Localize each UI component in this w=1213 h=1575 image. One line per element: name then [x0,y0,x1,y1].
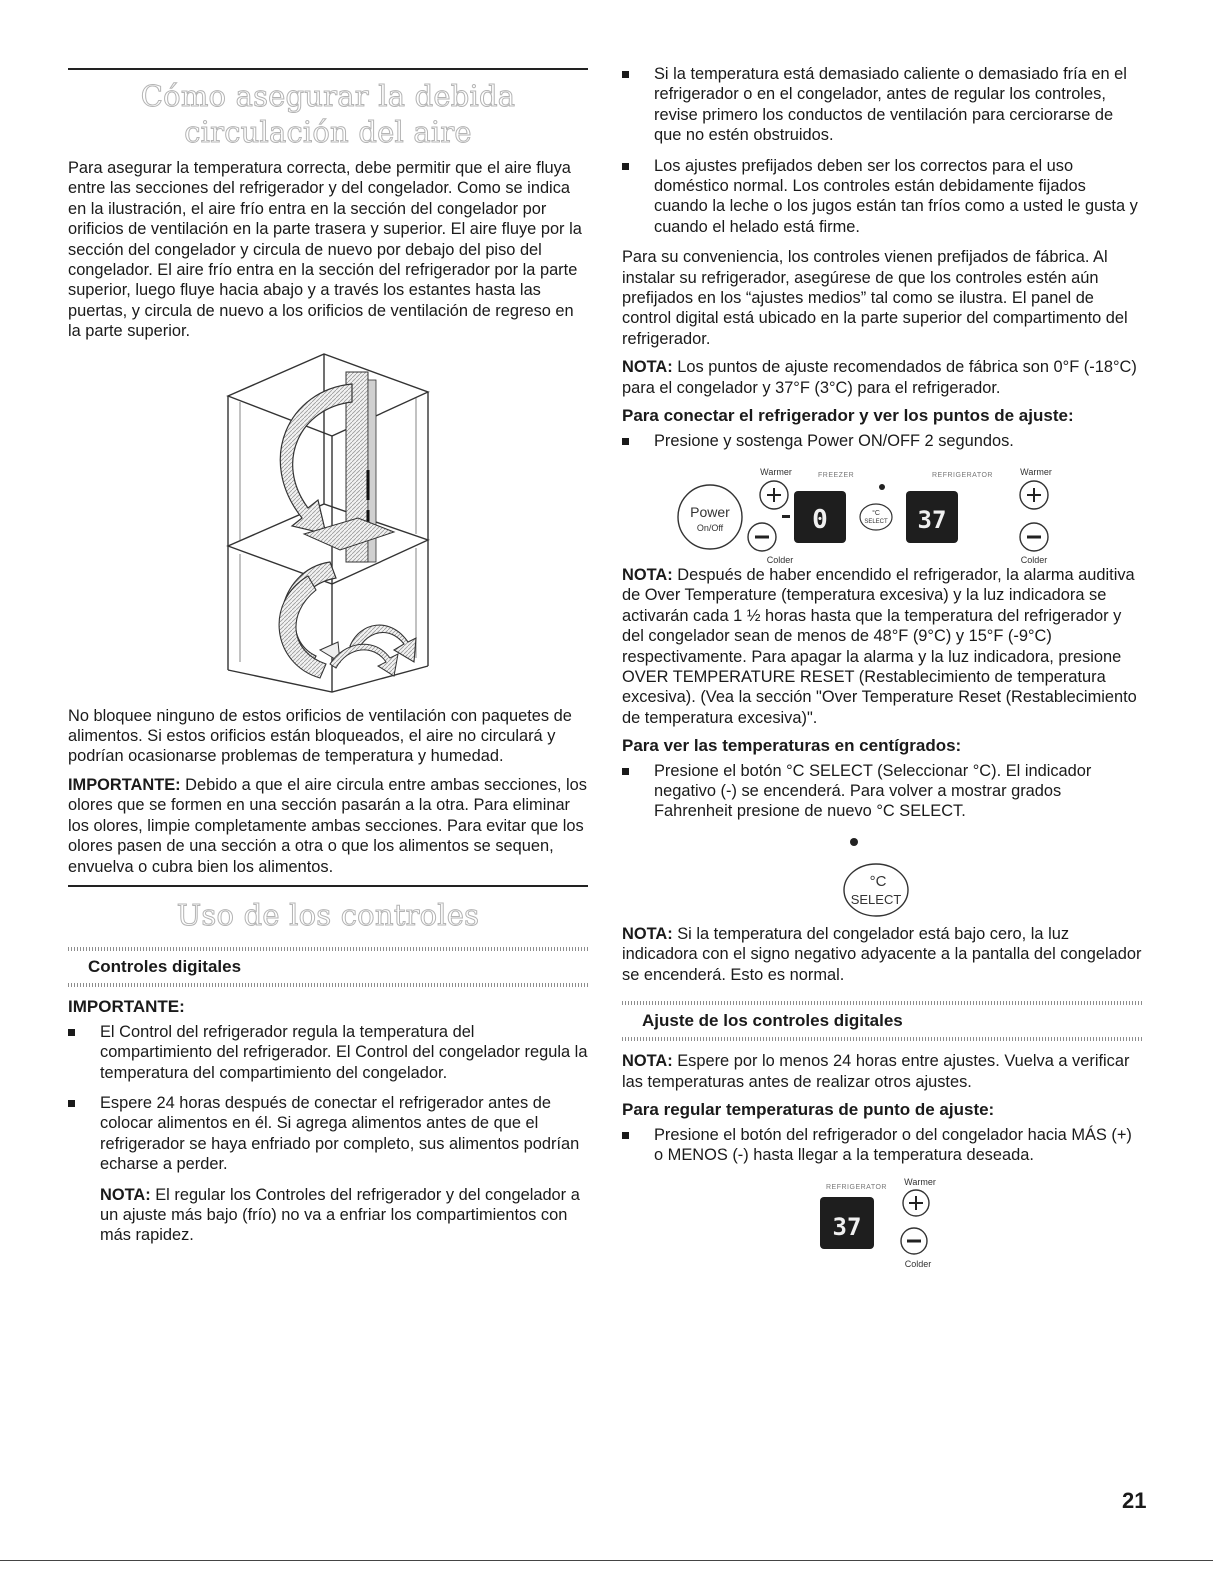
freezer-value: 0 [812,504,828,535]
paragraph-note-over-temperature [622,565,1144,728]
colder-label: Colder [1020,554,1048,565]
note-text: El regular los Controles del refrigerador y del congelador a un ajuste más bajo (frío) no va a enfriar los compartimientos con más rapidez. [100,1185,580,1245]
paragraph-factory-preset: Para su conveniencia, los controles vienen prefijados de fábrica. Al instalar su refrigerador, asegúrese de que los controles estén aún prefijados en los “ajustes medios” tal como se ilustra. El panel de control digital está ubicado en la parte superior del compartimento del refrigerador. [622,248,1128,348]
list-item: El Control del refrigerador regula la temperatura del compartimiento del refrigerador. El Control del congelador regula la temperatura del compartimiento del congelador. [68,1022,588,1083]
refrigerator-label: REFRIGERATOR [932,471,993,479]
paragraph-note-cooling [68,1185,588,1246]
paragraph-do-not-block: No bloquee ninguno de estos orificios de ventilación con paquetes de alimentos. Si estos orificios están bloqueados, el aire no circulará y podrían ocasionarse problemas de temperatura y humedad. [68,706,572,766]
subhead-adjust-controls: Ajuste de los controles digitales [642,1011,903,1030]
refrigerator-plus-icon [1020,481,1048,509]
deg-c-label: °C [872,509,880,517]
heading-connect: Para conectar el refrigerador y ver los puntos de ajuste: [622,406,1074,426]
footer-rule [0,1560,1213,1561]
celsius-select-diagram [622,832,1144,924]
note-text: Espere por lo menos 24 horas entre ajustes. Vuelva a verificar las temperaturas antes de realizar otros ajustes. [622,1052,1130,1091]
freezer-minus-icon [748,523,776,551]
refrigerator-plus-icon [903,1190,929,1216]
controls-bullet-list [68,1022,588,1175]
page-number: 21 [1122,1488,1147,1513]
important-label: IMPORTANTE: [68,775,181,794]
select-label: SELECT [864,518,888,525]
warmer-label: Warmer [904,1177,936,1188]
important-text: Debido a que el aire circula entre ambas secciones, los olores que se formen en una sección pasarán a la otra. Para eliminar los olores, limpie completamente ambas secciones. Para evitar que los olores pasen de una sección a otra o que los alimentos se sequen, envuelva o cubra bien los alimentos. [68,775,587,876]
power-label: Power [690,503,730,520]
celsius-select-button-icon [844,864,908,916]
refrigerator-airflow-diagram [68,350,588,702]
list-item: Los ajustes prefijados deben ser los correctos para el uso doméstico normal. Los controles están debidamente fijados cuando la leche o los jugos están tan fríos como a usted le gusta y cuando el helado está firme. [622,156,1144,238]
colder-label: Colder [904,1259,932,1270]
refrigerator-value: 37 [917,505,947,534]
note-label: NOTA: [100,1185,151,1204]
refrigerator-control-diagram [622,1175,1144,1271]
note-label: NOTA: [622,565,673,584]
paragraph-note-negative-indicator [622,924,1144,985]
paragraph-note-wait [622,1051,1144,1092]
warmer-label: Warmer [760,466,792,477]
freezer-plus-icon [760,481,788,509]
subhead-digital-controls: Controles digitales [88,956,242,976]
note-text: Si la temperatura del congelador está bajo cero, la luz indicadora con el signo negativo adyacente a la pantalla del congelador se encenderá. Esto es normal. [622,924,1142,984]
list-item: Si la temperatura está demasiado caliente o demasiado fría en el refrigerador o en el congelador, antes de regular los controles, revise primero los conductos de ventilación para cerciorarse de que no estén obstruidos. [622,64,1144,146]
right-column [622,64,1144,1271]
important-heading: IMPORTANTE: [68,997,185,1017]
freezer-label: FREEZER [818,471,855,479]
select-label: SELECT [850,891,902,907]
warmer-label: Warmer [1020,466,1052,477]
left-column [68,62,588,1254]
paragraph-note-setpoints [622,357,1144,398]
paragraph-important-odors [68,775,588,877]
note-label: NOTA: [622,924,673,943]
dotted-divider [68,983,588,987]
note-text: Después de haber encendido el refrigerador, la alarma auditiva de Over Temperature (temperatura excesiva) y la luz indicadora se activarán cada 1 ½ horas hasta que la temperatura del refrigerador y del congelador sean de menos de 48°F (9°C) y 15°F (-9°C) respectivamente. Para apagar la alarma y la luz indicadora, presione OVER TEMPERATURE RESET (Restablecimiento de temperatura excesiva). (Vea la sección "Over Temperature Reset (Restablecimiento de temperatura excesiva)". [622,565,1137,727]
refrigerator-label: REFRIGERATOR [826,1184,887,1192]
celsius-bullet-list [622,761,1144,822]
regulate-bullet-list [622,1125,1144,1166]
power-button [678,485,742,549]
note-label: NOTA: [622,1052,673,1071]
vent-bullet-list [622,64,1144,237]
section-title-air-circulation: Cómo asegurar la debida circulación del aire [140,79,516,149]
heading-regulate: Para regular temperaturas de punto de ajuste: [622,1100,995,1120]
section-rule [68,885,588,887]
colder-label: Colder [766,554,794,565]
heading-celsius: Para ver las temperaturas en centígrados: [622,736,962,756]
celsius-select-icon [860,504,892,530]
deg-c-label: °C [869,872,887,890]
refrigerator-minus-icon [901,1228,927,1254]
list-item: Presione y sostenga Power ON/OFF 2 segundos. [622,431,1144,451]
control-panel-diagram [670,461,1144,565]
note-label: NOTA: [622,358,673,377]
list-item: Presione el botón del refrigerador o del congelador hacia MÁS (+) o MENOS (-) hasta llegar a la temperatura deseada. [622,1125,1144,1166]
onoff-label: On/Off [696,522,724,533]
airflow-illustration [68,350,588,702]
refrigerator-value: 37 [832,1213,862,1242]
section-title-controls: Uso de los controles [176,897,480,932]
section-rule [68,68,588,70]
paragraph-air-flow: Para asegurar la temperatura correcta, debe permitir que el aire fluya entre las secciones del refrigerador y del congelador. Como se indica en la ilustración, el aire frío entra en la sección del congelador por orificios de ventilación en la parte trasera y superior. El aire fluye por la sección del congelador y circula de nuevo por debajo del piso del congelador. El aire frío entra en la sección del refrigerador por la parte superior, luego fluye hacia abajo y a través los estantes hasta las puertas, y circula de nuevo a los orificios de ventilación de regreso en la parte superior. [68,159,582,341]
refrigerator-minus-icon [1020,523,1048,551]
note-text: Los puntos de ajuste recomendados de fábrica son 0°F (-18°C) para el congelador y 37°F (3°C) para el refrigerador. [622,358,1137,397]
list-item: Espere 24 horas después de conectar el refrigerador antes de colocar alimentos en él. Si agrega alimentos antes de que el refrigerador se haya enfriado por completo, sus alimentos podrían echarse a perder. [68,1093,588,1175]
connect-bullet-list [622,431,1144,451]
list-item: Presione el botón °C SELECT (Seleccionar °C). El indicador negativo (-) se encenderá. Para volver a mostrar grados Fahrenheit presione de nuevo °C SELECT. [622,761,1144,822]
